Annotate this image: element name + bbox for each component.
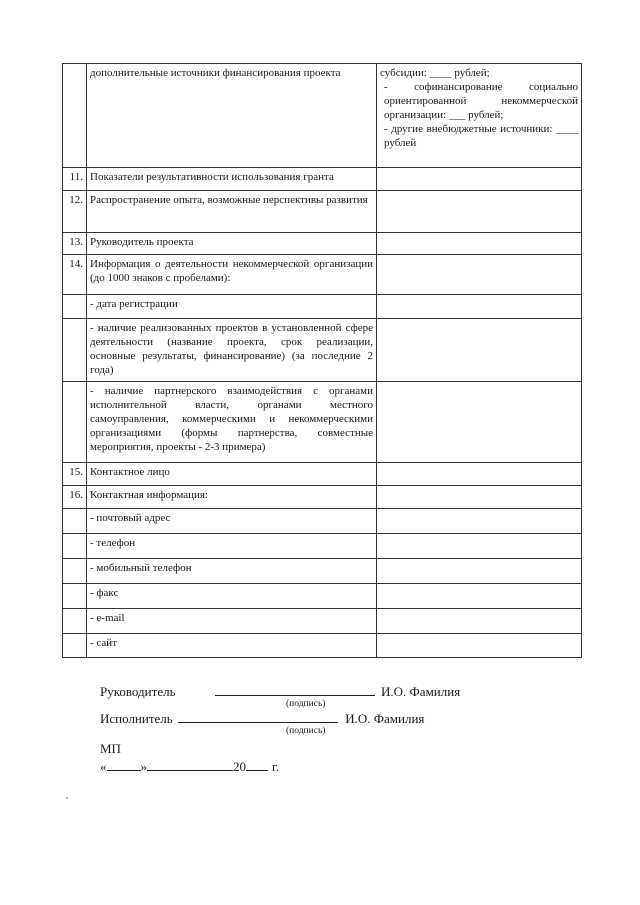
table-row <box>63 255 582 295</box>
application-form-table <box>62 63 582 658</box>
table-row <box>63 191 582 233</box>
table-row <box>63 382 582 463</box>
executor-signature-field[interactable] <box>178 711 338 723</box>
date-close-quote: » <box>140 759 147 774</box>
scan-speck <box>66 797 68 799</box>
row-label: - почтовый адрес <box>87 509 377 534</box>
row-value-field[interactable] <box>377 509 582 534</box>
date-open-quote: « <box>100 759 107 774</box>
row-number <box>63 509 87 534</box>
row-number <box>63 319 87 382</box>
row-number <box>63 559 87 584</box>
row-number <box>63 64 87 168</box>
row-label: - мобильный телефон <box>87 559 377 584</box>
row-number <box>63 609 87 634</box>
row-value-field[interactable] <box>377 609 582 634</box>
table-row <box>63 233 582 255</box>
row-label: - наличие реализованных проектов в установленной сфере деятельности (название проекта, срок реализации, основные результаты, финансирование) (за последние 2 года) <box>87 319 377 382</box>
value-line: - другие внебюджетные источники: ____ рублей <box>384 123 578 149</box>
head-label: Руководитель <box>100 684 176 699</box>
table-row <box>63 609 582 634</box>
date-year-field[interactable] <box>246 759 268 771</box>
row-label: - сайт <box>87 634 377 658</box>
row-label: - наличие партнерского взаимодействия с органами исполнительной власти, органами местного самоуправления, коммерческими и некоммерческими организациями (формы партнерства, совместные мероприятия, проекты - 2-3 примера) <box>87 382 377 463</box>
head-signature-field[interactable] <box>215 684 375 696</box>
row-label: - факс <box>87 584 377 609</box>
row-value-field[interactable] <box>377 233 582 255</box>
value-line: - софинансирование социально ориентированной некоммерческой организации: ___ рублей; <box>384 81 578 121</box>
date-year-suffix: г. <box>272 759 280 774</box>
date-day-field[interactable] <box>107 759 141 771</box>
row-value-field[interactable] <box>377 463 582 486</box>
table-row <box>63 559 582 584</box>
table-row <box>63 534 582 559</box>
row-label: - телефон <box>87 534 377 559</box>
row-label: Показатели результативности использования гранта <box>87 168 377 191</box>
date-month-field[interactable] <box>147 759 233 771</box>
row-number: 15. <box>63 463 87 486</box>
row-label: Контактная информация: <box>87 486 377 509</box>
row-number <box>63 584 87 609</box>
row-value-field[interactable] <box>377 319 582 382</box>
table-row <box>63 319 582 382</box>
table-row <box>63 634 582 658</box>
row-number: 13. <box>63 233 87 255</box>
value-line: субсидии: ____ рублей; <box>380 67 490 79</box>
row-number: 12. <box>63 191 87 233</box>
date-year-prefix: 20 <box>233 759 246 774</box>
row-value-field[interactable] <box>377 382 582 463</box>
row-label: Распространение опыта, возможные перспективы развития <box>87 191 377 233</box>
form-table-body <box>63 64 582 658</box>
row-number <box>63 295 87 319</box>
table-row <box>63 486 582 509</box>
row-number <box>63 634 87 658</box>
head-name: И.О. Фамилия <box>381 684 461 699</box>
date-line <box>100 759 279 775</box>
row-value-field[interactable] <box>377 534 582 559</box>
table-row <box>63 295 582 319</box>
row-label: Информация о деятельности некоммерческой организации (до 1000 знаков с пробелами): <box>87 255 377 295</box>
table-row <box>63 463 582 486</box>
executor-signature-line <box>100 711 424 727</box>
row-value-field[interactable] <box>377 255 582 295</box>
executor-signature-caption: (подпись) <box>286 726 326 736</box>
executor-name: И.О. Фамилия <box>345 711 425 726</box>
row-number: 16. <box>63 486 87 509</box>
head-signature-line <box>100 684 460 700</box>
table-row <box>63 168 582 191</box>
row-value-field[interactable] <box>377 64 582 168</box>
row-value-field[interactable] <box>377 295 582 319</box>
table-row <box>63 584 582 609</box>
row-label: дополнительные источники финансирования проекта <box>87 64 377 168</box>
table-row <box>63 64 582 168</box>
stamp-label: МП <box>100 741 121 756</box>
row-number: 11. <box>63 168 87 191</box>
row-label: Контактное лицо <box>87 463 377 486</box>
row-value-field[interactable] <box>377 584 582 609</box>
row-value-field[interactable] <box>377 191 582 233</box>
row-label: - дата регистрации <box>87 295 377 319</box>
row-label: Руководитель проекта <box>87 233 377 255</box>
row-number: 14. <box>63 255 87 295</box>
head-signature-caption: (подпись) <box>286 699 326 709</box>
executor-label: Исполнитель <box>100 711 173 726</box>
row-value-field[interactable] <box>377 559 582 584</box>
row-value-field[interactable] <box>377 168 582 191</box>
row-number <box>63 382 87 463</box>
table-row <box>63 509 582 534</box>
row-number <box>63 534 87 559</box>
row-value-field[interactable] <box>377 486 582 509</box>
row-value-field[interactable] <box>377 634 582 658</box>
row-label: - e-mail <box>87 609 377 634</box>
